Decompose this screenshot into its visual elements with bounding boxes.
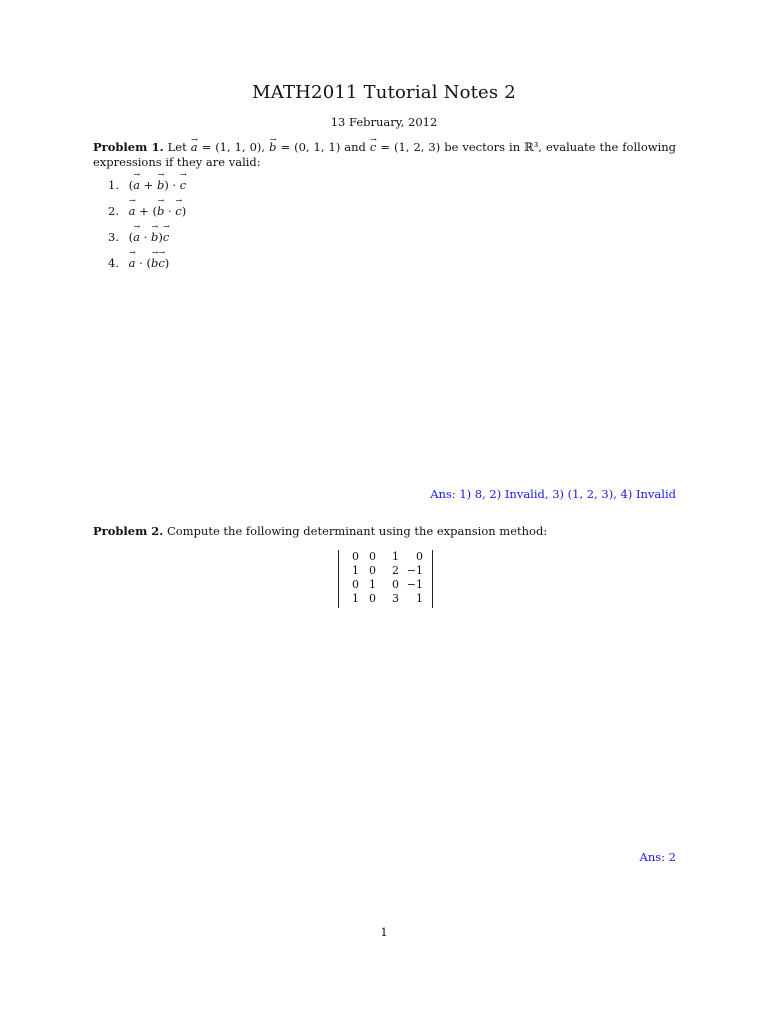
problem-1-let: Let: [167, 140, 187, 154]
expr-vector: → b: [151, 256, 158, 270]
problem-1-label: Problem 1.: [93, 140, 164, 154]
expr-text: ·: [164, 204, 176, 218]
expr-text: (: [128, 178, 134, 192]
expr-text: + (: [135, 204, 157, 218]
expr-vector: → c: [158, 256, 164, 270]
expr-vector: → a: [133, 230, 140, 244]
problem-1-item-1: [108, 178, 186, 192]
expr-text: · (: [135, 256, 151, 270]
item-number: 1.: [108, 178, 119, 192]
problem-1-item-4: [108, 256, 169, 270]
problem-2-answer: Ans: 2: [639, 850, 676, 864]
expr-text: ): [158, 230, 163, 244]
problem-2-statement: [93, 524, 547, 538]
expr-vector: → a: [133, 178, 140, 192]
problem-2-label: Problem 2.: [93, 524, 164, 538]
expr-vector: → b: [157, 178, 164, 192]
vector-c-value: = (1, 2, 3) be vectors in ℝ³, evaluate the following expressions if they are valid:: [93, 140, 677, 169]
matrix-cell: 0: [369, 550, 376, 563]
expr-text: ): [164, 256, 170, 270]
expr-text: ) ·: [164, 178, 180, 192]
expr-vector: → c: [180, 178, 186, 192]
expr-vector: → b: [151, 230, 158, 244]
expr-vector: → a: [129, 256, 136, 270]
matrix-cell: 1: [392, 550, 399, 563]
matrix-cell: 0: [369, 592, 376, 605]
determinant-matrix: [338, 550, 433, 608]
expr-vector: → a: [129, 204, 136, 218]
matrix-cell: 1: [352, 564, 359, 577]
matrix-cell: 2: [392, 564, 399, 577]
expr-vector: → b: [157, 204, 164, 218]
page-number: 1: [380, 925, 388, 939]
matrix-cell: 1: [416, 592, 423, 605]
item-number: 2.: [108, 204, 119, 218]
problem-1-item-3: [108, 230, 169, 244]
expr-vector: → c: [175, 204, 181, 218]
matrix-cell: 0: [352, 578, 359, 591]
vector-b: → b: [269, 140, 276, 155]
matrix-cell: 1: [352, 592, 359, 605]
problem-1-statement: [93, 140, 676, 170]
vector-c: → c: [370, 140, 376, 155]
expr-text: ·: [140, 230, 151, 244]
document-title: MATH2011 Tutorial Notes 2: [252, 82, 516, 103]
expr-text: +: [140, 178, 157, 192]
expr-text: ): [181, 204, 187, 218]
problem-1-answer: Ans: 1) 8, 2) Invalid, 3) (1, 2, 3), 4) Invalid: [430, 487, 676, 501]
document-date: 13 February, 2012: [330, 115, 438, 129]
vector-b-value: = (0, 1, 1) and: [280, 140, 366, 154]
expr-vector: → c: [163, 230, 169, 244]
matrix-cell: 0: [392, 578, 399, 591]
item-number: 4.: [108, 256, 119, 270]
matrix-cell: 0: [369, 564, 376, 577]
matrix-cell: 0: [416, 550, 423, 563]
matrix-cell: −1: [406, 578, 423, 591]
item-number: 3.: [108, 230, 119, 244]
vector-a-value: = (1, 1, 0),: [201, 140, 266, 154]
problem-1-item-2: [108, 204, 186, 218]
vector-a: → a: [191, 140, 198, 155]
matrix-cell: 3: [392, 592, 399, 605]
matrix-cell: −1: [406, 564, 423, 577]
matrix-cell: 0: [352, 550, 359, 563]
expr-text: (: [128, 230, 134, 244]
matrix-cell: 1: [369, 578, 376, 591]
problem-2-text: Compute the following determinant using the expansion method:: [166, 524, 548, 538]
